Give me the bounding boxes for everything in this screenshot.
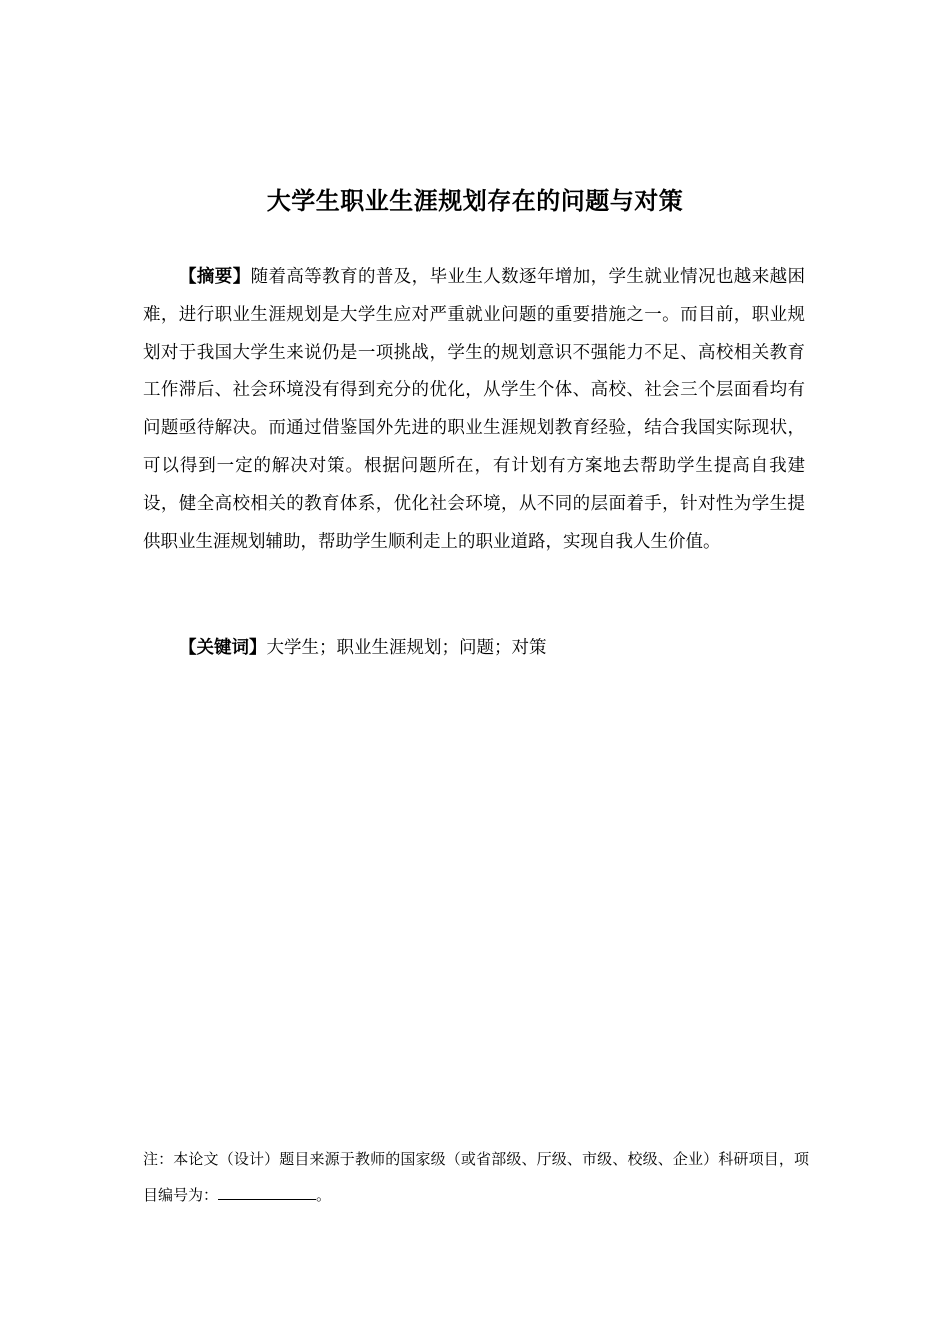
project-number-blank xyxy=(218,1181,316,1200)
footnote-end: 。 xyxy=(316,1186,332,1204)
abstract-text: 随着高等教育的普及，毕业生人数逐年增加，学生就业情况也越来越困难，进行职业生涯规划是大学生应对严重就业问题的重要措施之一。而目前，职业规划对于我国大学生来说仍是一项挑战，学生的规划意识不强能力不足、高校相关教育工作滞后、社会环境没有得到充分的优化，从学生个体、高校、社会三个层面看均有问题亟待解决。而通过借鉴国外先进的职业生涯规划教育经验，结合我国实际现状，可以得到一定的解决对策。根据问题所在，有计划有方案地去帮助学生提高自我建设，健全高校相关的教育体系，优化社会环境，从不同的层面着手，针对性为学生提供职业生涯规划辅助，帮助学生顺利走上的职业道路，实现自我人生价值。 xyxy=(143,267,806,552)
footnote xyxy=(143,1141,809,1213)
keywords-text: 大学生；职业生涯规划；问题；对策 xyxy=(266,638,547,658)
keywords-paragraph xyxy=(179,631,819,665)
abstract-label: 【摘要】 xyxy=(179,267,251,287)
abstract-paragraph xyxy=(143,259,805,561)
footnote-text: 注：本论文（设计）题目来源于教师的国家级（或省部级、厅级、市级、校级、企业）科研项目，项目编号为： xyxy=(143,1150,809,1204)
document-title: 大学生职业生涯规划存在的问题与对策 xyxy=(266,187,684,215)
keywords-label: 【关键词】 xyxy=(179,638,267,658)
